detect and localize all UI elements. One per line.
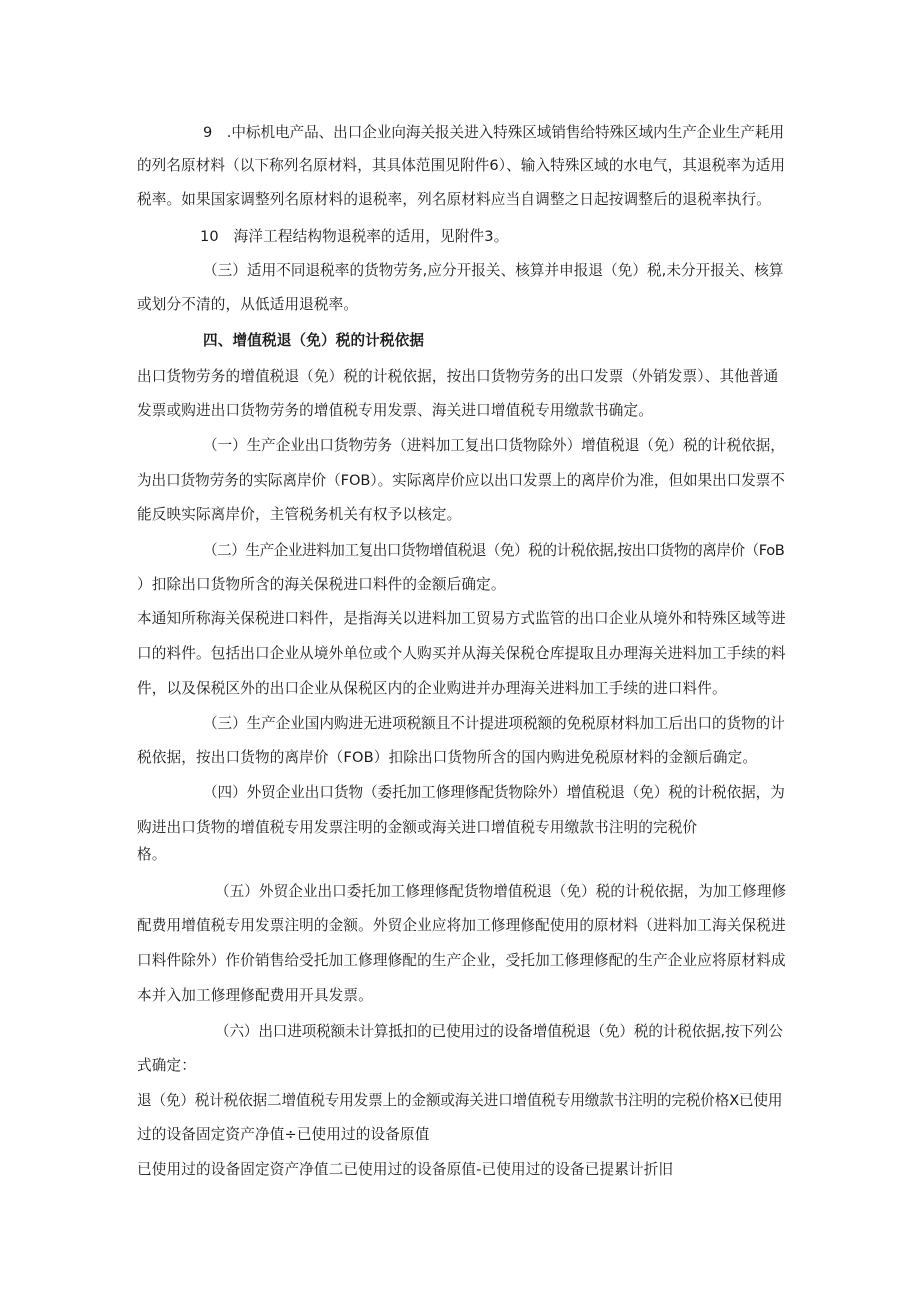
paragraph-line: 件，以及保税区外的出口企业从保税区内的企业购进并办理海关进料加工手续的进口料件。 <box>137 680 727 697</box>
formula-line: 过的设备固定资产净值÷已使用过的设备原值 <box>137 1126 430 1143</box>
paragraph-line: 本并入加工修理修配费用开具发票。 <box>137 987 373 1004</box>
paragraph-line: 税率。如果国家调整列名原材料的退税率，列名原材料应当自调整之日起按调整后的退税率执行。 <box>137 191 771 208</box>
paragraph-line: 能反映实际离岸价，主管税务机关有权予以核定。 <box>137 506 462 523</box>
paragraph-line: 格。 <box>137 846 167 863</box>
formula-line: 已使用过的设备固定资产净值二已使用过的设备原值-已使用过的设备已提累计折旧 <box>137 1161 674 1178</box>
paragraph-line: 口的料件。包括出口企业从境外单位或个人购买并从海关保税仓库提取且办理海关进料加工手续的料 <box>137 645 786 662</box>
paragraph-line: 或划分不清的，从低适用退税率。 <box>137 296 359 313</box>
paragraph-line: 10 海洋工程结构物退税率的适用，见附件3。 <box>200 228 509 245</box>
paragraph-line: 发票或购进出口货物劳务的增值税专用发票、海关进口增值税专用缴款书确定。 <box>137 402 654 419</box>
paragraph-line: 的列名原材料（以下称列名原材料，其具体范围见附件6）、输入特殊区域的水电气，其退税率为适用 <box>137 157 785 174</box>
paragraph-line: 式确定： <box>137 1057 196 1074</box>
paragraph-line: 购进出口货物的增值税专用发票注明的金额或海关进口增值税专用缴款书注明的完税价 <box>137 819 698 836</box>
paragraph-line: 9 .中标机电产品、出口企业向海关报关进入特殊区域销售给特殊区域内生产企业生产耗用 <box>203 124 785 141</box>
paragraph-line: 配费用增值税专用发票注明的金额。外贸企业应将加工修理修配使用的原材料（进料加工海关保税进 <box>137 917 786 934</box>
paragraph-line: （二）生产企业进料加工复出口货物增值税退（免）税的计税依据,按出口货物的离岸价（FoB <box>203 542 785 559</box>
paragraph-line: （五）外贸企业出口委托加工修理修配货物增值税退（免）税的计税依据，为加工修理修 <box>215 883 787 900</box>
paragraph-line: （四）外贸企业出口货物（委托加工修理修配货物除外）增值税退（免）税的计税依据，为 <box>203 784 785 801</box>
paragraph-line: （六）出口进项税额未计算抵扣的已使用过的设备增值税退（免）税的计税依据,按下列公 <box>215 1023 783 1040</box>
formula-line: 退（免）税计税依据二增值税专用发票上的金额或海关进口增值税专用缴款书注明的完税价格X已使用 <box>137 1092 783 1109</box>
paragraph-line: （三）生产企业国内购进无进项税额且不计提进项税额的免税原材料加工后出口的货物的计 <box>203 715 785 732</box>
paragraph-line: ）扣除出口货物所含的海关保税进口料件的金额后确定。 <box>137 576 506 593</box>
section-heading: 四、增值税退（免）税的计税依据 <box>203 332 425 349</box>
paragraph-line: 税依据，按出口货物的离岸价（FOB）扣除出口货物所含的国内购进免税原材料的金额后确定。 <box>137 749 758 766</box>
paragraph-line: 出口货物劳务的增值税退（免）税的计税依据，按出口货物劳务的出口发票（外销发票）、其他普通 <box>137 368 779 385</box>
paragraph-line: （一）生产企业出口货物劳务（进料加工复出口货物除外）增值税退（免）税的计税依据， <box>203 437 785 454</box>
paragraph-line: 为出口货物劳务的实际离岸价（FOB）。实际离岸价应以出口发票上的离岸价为准，但如果出口发票不 <box>137 472 785 489</box>
paragraph-line: 本通知所称海关保税进口料件，是指海关以进料加工贸易方式监管的出口企业从境外和特殊区域等进 <box>137 610 786 627</box>
paragraph-line: 口料件除外）作价销售给受托加工修理修配的生产企业，受托加工修理修配的生产企业应将原材料成 <box>137 952 786 969</box>
paragraph-line: （三）适用不同退税率的货物劳务,应分开报关、核算并申报退（免）税,未分开报关、核算 <box>203 262 784 279</box>
